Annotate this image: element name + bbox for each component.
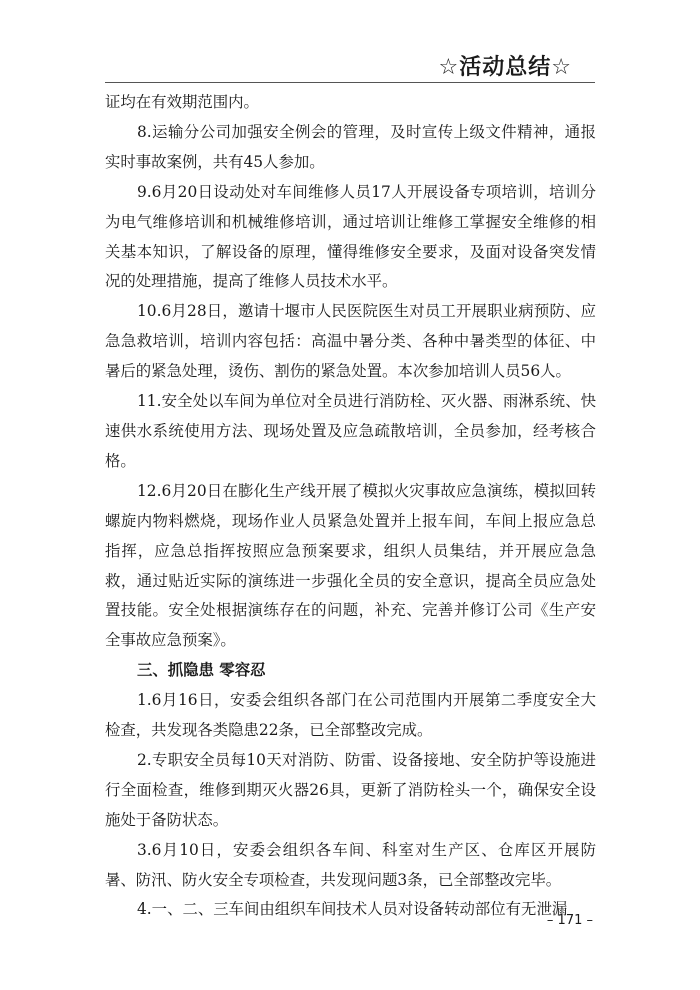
paragraph: 证均在有效期范围内。 xyxy=(105,93,259,111)
paragraph: 2.专职安全员每10天对消防、防雷、设备接地、安全防护等设施进行全面检查，维修到期灭火器26具，更新了消防栓头一个，确保安全设施处于备防状态。 xyxy=(105,750,596,829)
section-heading: 三、抓隐患 零容忍 xyxy=(137,661,266,680)
document-body xyxy=(105,88,596,925)
paragraph: 4.一、二、三车间由组织车间技术人员对设备转动部位有无泄漏 xyxy=(137,900,568,919)
paragraph: 10.6月28日，邀请十堰市人民医院医生对员工开展职业病预防、应急急救培训，培训内容包括：高温中暑分类、各种中暑类型的体征、中暑后的紧急处理，烫伤、割伤的紧急处置。本次参加培训人员56人。 xyxy=(105,302,596,381)
page-number: – 171 – xyxy=(546,913,593,928)
paragraph: 1.6月16日，安委会组织各部门在公司范围内开展第二季度安全大检查，共发现各类隐患22条，已全部整改完成。 xyxy=(105,691,596,740)
paragraph: 11.安全处以车间为单位对全员进行消防栓、灭火器、雨淋系统、快速供水系统使用方法、现场处置及应急疏散培训，全员参加，经考核合格。 xyxy=(105,392,596,470)
header-divider xyxy=(105,82,595,83)
page-header-title: ☆活动总结☆ xyxy=(438,55,572,80)
paragraph: 12.6月20日在膨化生产线开展了模拟火灾事故应急演练，模拟回转螺旋内物料燃烧，现场作业人员紧急处置并上报车间，车间上报应急总指挥，应急总指挥按照应急预案要求，组织人员集结，并开展应急急救，通过贴近实际的演练进一步强化全员的安全意识，提高全员应急处置技能。安全处根据演练存在的问题，补充、完善并修订公司《生产安全事故应急预案》。 xyxy=(105,481,596,650)
paragraph: 8.运输分公司加强安全例会的管理，及时宣传上级文件精神，通报实时事故案例，共有45人参加。 xyxy=(105,122,596,171)
paragraph: 9.6月20日设动处对车间维修人员17人开展设备专项培训，培训分为电气维修培训和机械维修培训，通过培训让维修工掌握安全维修的相关基本知识，了解设备的原理，懂得维修安全要求，及面对设备突发情况的处理措施，提高了维修人员技术水平。 xyxy=(105,182,596,291)
paragraph: 3.6月10日，安委会组织各车间、科室对生产区、仓库区开展防暑、防汛、防火安全专项检查，共发现问题3条，已全部整改完毕。 xyxy=(105,840,596,889)
